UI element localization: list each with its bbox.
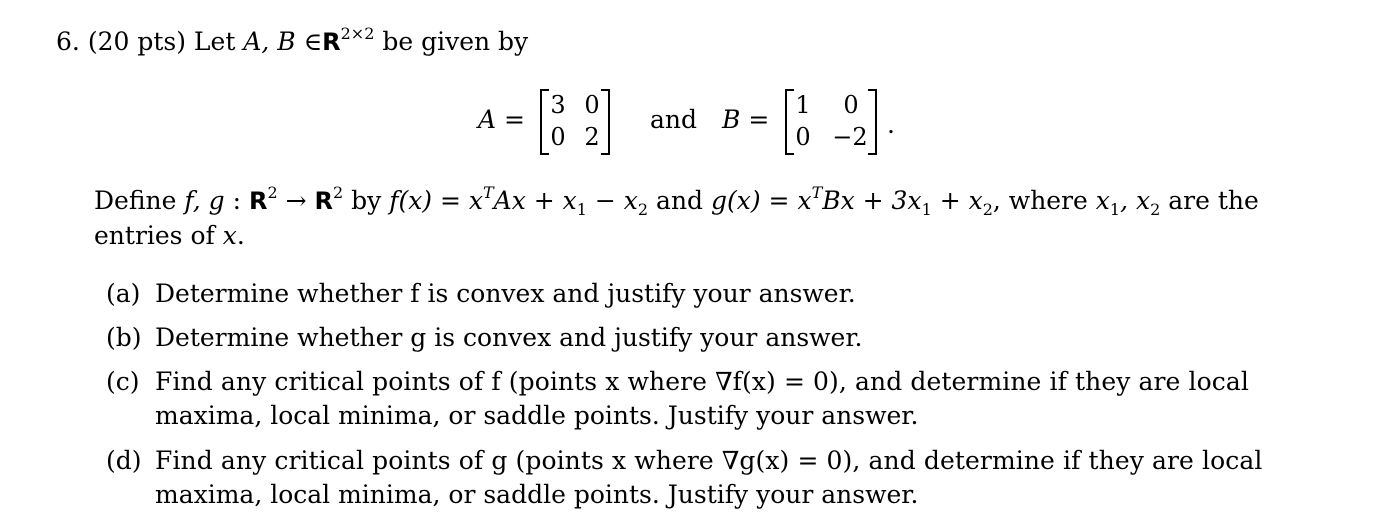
matrix-b-entry: −2 (832, 123, 868, 151)
def-are-the: are the (1160, 186, 1259, 215)
def-where: where (1008, 186, 1096, 215)
def-f-lhs: f(x) = x (389, 186, 483, 215)
def-r1: R (248, 187, 268, 215)
def-by: by (343, 186, 390, 215)
def-colon: : (224, 186, 249, 215)
part-b-text: Determine whether g is convex and justify your answer. (155, 323, 863, 352)
def-g-rhs: Bx + 3x (822, 186, 922, 215)
def-g-lhs: g(x) = x (711, 186, 812, 215)
intro-dim: 2×2 (340, 24, 375, 43)
matrix-a (540, 89, 610, 153)
matrix-b (785, 89, 877, 153)
def-cx: , x (1120, 186, 1151, 215)
def-x: x (222, 221, 237, 250)
part-c-text-2: maxima, local minima, or saddle points. Justify your answer. (155, 401, 919, 430)
part-c-text-1: Find any critical points of f (points x where ∇f(x) = 0), and determine if they are local (155, 367, 1249, 396)
def-x1: x (1095, 186, 1110, 215)
intro-in: ∈ (303, 27, 323, 56)
def-s1: 1 (576, 200, 587, 219)
problem-header (56, 24, 529, 57)
definition-line-1 (94, 183, 1259, 219)
definition-line-2 (94, 221, 245, 251)
part-c-label: (c) (106, 367, 140, 396)
matrix-b-right-bracket (868, 89, 877, 155)
def-plus: + x (931, 186, 983, 215)
def-f-rhs: Ax + x (493, 186, 577, 215)
matrices-and: and (650, 105, 698, 134)
intro-rest: be given by (382, 27, 529, 56)
matrix-a-label: A = (478, 105, 525, 134)
def-r2: R (314, 187, 333, 215)
matrix-a-entry: 3 (550, 91, 566, 119)
def-s4: 2 (982, 200, 993, 219)
problem-number: 6. (56, 27, 80, 56)
def-entries: entries of (94, 221, 223, 250)
def-exp2: 2 (332, 183, 344, 202)
intro-let: Let (193, 27, 236, 56)
def-s6: 2 (1150, 200, 1161, 219)
def-t2: T (811, 183, 823, 202)
matrix-a-entry: 2 (584, 123, 600, 151)
matrix-a-entry: 0 (550, 123, 566, 151)
part-d-text-1: Find any critical points of g (points x where ∇g(x) = 0), and determine if they are local (155, 446, 1263, 475)
part-a-label: (a) (106, 279, 141, 308)
matrix-b-entry: 1 (795, 91, 811, 119)
def-arrow: → (277, 186, 315, 215)
part-b-label: (b) (106, 323, 142, 352)
def-and: and (648, 186, 711, 215)
matrix-a-entry: 0 (584, 91, 600, 119)
matrix-b-entry: 0 (795, 123, 811, 151)
part-d-label: (d) (106, 446, 142, 475)
def-s5: 1 (1109, 200, 1121, 219)
problem-points: (20 pts) (87, 27, 186, 56)
part-d-text-2: maxima, local minima, or saddle points. Justify your answer. (155, 480, 919, 509)
def-minus: − x (586, 186, 638, 215)
def-comma: , (992, 186, 1009, 215)
def-s3: 1 (921, 200, 932, 219)
def-t1: T (483, 183, 494, 202)
def-define: Define (94, 186, 177, 215)
intro-space: R (322, 28, 341, 56)
def-period: . (236, 221, 245, 250)
def-exp1: 2 (267, 183, 278, 202)
intro-vars: A, B (243, 27, 296, 56)
matrices-end-punct: . (887, 110, 895, 139)
part-a-text: Determine whether f is convex and justify your answer. (155, 279, 856, 308)
def-fg: f, g (184, 186, 225, 215)
def-s2: 2 (637, 200, 649, 219)
matrix-b-entry: 0 (843, 91, 859, 119)
matrix-b-label: B = (722, 105, 770, 134)
